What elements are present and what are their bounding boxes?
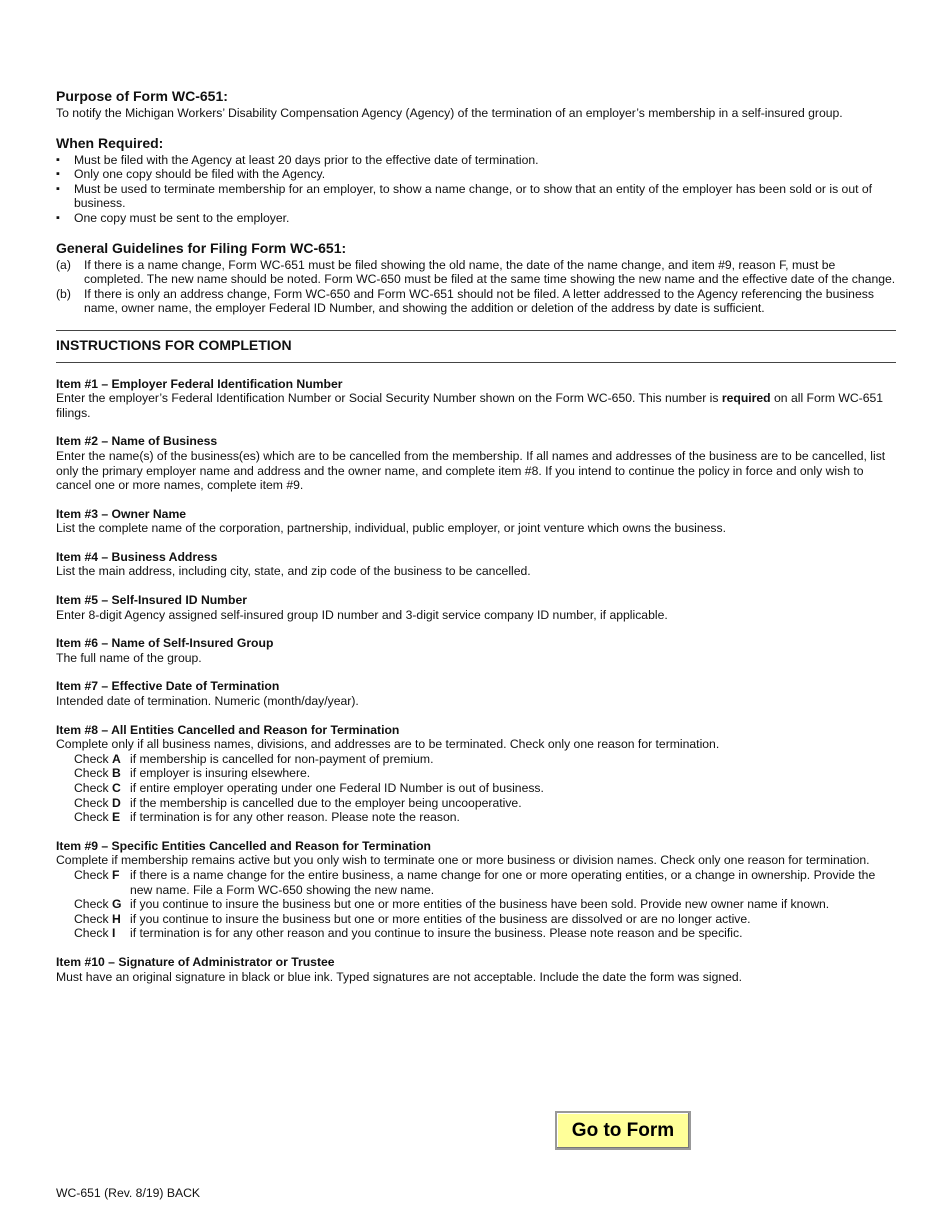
check-list (74, 868, 896, 941)
when-required-section (56, 135, 896, 226)
item-title: Item #8 – All Entities Cancelled and Reason for Termination (56, 722, 400, 737)
purpose-section (56, 88, 896, 121)
check-row (74, 766, 896, 781)
guideline-label: (a) (56, 257, 71, 272)
check-letter: D (111, 795, 121, 810)
check-text: if termination is for any other reason and you continue to insure the business. Please note reason and be specific. (130, 926, 743, 941)
check-letter: H (111, 911, 121, 926)
check-text: if the membership is cancelled due to the employer being uncooperative. (130, 795, 522, 810)
form-revision-footer: WC-651 (Rev. 8/19) BACK (56, 1186, 201, 1200)
check-text: if there is a name change for the entire business, a name change for one or more operating entities, or a change in ownership. Provide the new name. File a Form WC-650 showing the new name. (130, 867, 876, 897)
item-9 (56, 839, 896, 941)
check-word: Check (74, 781, 109, 795)
check-letter: G (111, 897, 122, 912)
check-row (74, 752, 896, 767)
item-4 (56, 550, 896, 579)
item-text: List the complete name of the corporation, partnership, individual, public employer, or joint venture which owns the business. (56, 521, 727, 536)
item-5 (56, 593, 896, 622)
item-title: Item #7 – Effective Date of Termination (56, 679, 280, 694)
item-text: The full name of the group. (56, 650, 202, 665)
check-text: if you continue to insure the business but one or more entities of the business are dissolved or are no longer active. (130, 911, 751, 926)
item-3 (56, 507, 896, 536)
check-row (74, 810, 896, 825)
item-title: Item #1 – Employer Federal Identification Number (56, 376, 343, 391)
item-2 (56, 434, 896, 492)
item-title: Item #5 – Self-Insured ID Number (56, 593, 247, 608)
instructions-page (56, 88, 896, 998)
instructions-heading: INSTRUCTIONS FOR COMPLETION (56, 336, 292, 353)
guideline-label: (b) (56, 286, 71, 301)
item-8 (56, 723, 896, 825)
item-title: Item #6 – Name of Self-Insured Group (56, 636, 274, 651)
item-title: Item #9 – Specific Entities Cancelled and Reason for Termination (56, 838, 431, 853)
item-title: Item #10 – Signature of Administrator or Trustee (56, 954, 335, 969)
check-text: if termination is for any other reason. Please note the reason. (130, 810, 460, 825)
check-text: if entire employer operating under one Federal ID Number is out of business. (130, 781, 544, 795)
check-row (74, 897, 896, 912)
check-letter: A (111, 751, 121, 766)
item-6 (56, 636, 896, 665)
item-1 (56, 377, 896, 421)
check-word: Check (74, 766, 109, 781)
check-letter: I (111, 926, 116, 941)
guideline-text: If there is a name change, Form WC-651 must be filed showing the old name, the date of the name change, and item #9, reason F, must be completed. The new name should be noted. Form WC-650 must be filed at the same time showing the new name and the effective date of the change. (84, 257, 896, 287)
item-title: Item #4 – Business Address (56, 549, 218, 564)
item-title: Item #2 – Name of Business (56, 434, 218, 449)
check-word: Check (74, 795, 109, 810)
check-word: Check (74, 751, 109, 766)
check-letter: F (111, 867, 120, 882)
item-text (56, 391, 896, 420)
check-text: if you continue to insure the business but one or more entities of the business have been sold. Provide new owner name if known. (130, 897, 830, 912)
check-text: if employer is insuring elsewhere. (130, 766, 311, 781)
item-text: Enter 8-digit Agency assigned self-insured group ID number and 3-digit service company ID number, if applicable. (56, 607, 668, 622)
when-required-list (56, 153, 896, 226)
guidelines-heading: General Guidelines for Filing Form WC-651: (56, 239, 347, 256)
list-item: ▪ Only one copy should be filed with the Agency. (56, 167, 896, 182)
purpose-heading: Purpose of Form WC-651: (56, 88, 228, 104)
list-item: ▪ Must be filed with the Agency at least 20 days prior to the effective date of termination. (56, 153, 896, 168)
go-to-form-button[interactable]: Go to Form (555, 1111, 691, 1150)
guidelines-section (56, 240, 896, 316)
check-word: Check (74, 810, 109, 825)
check-letter: B (111, 766, 121, 781)
item-text: List the main address, including city, state, and zip code of the business to be cancelled. (56, 564, 531, 579)
item-text-part: on all Form WC-651 filings. (56, 391, 884, 420)
instructions-banner (56, 330, 896, 363)
item-text: Complete only if all business names, divisions, and addresses are to be terminated. Check only one reason for termination. (56, 737, 720, 752)
list-item: ▪ One copy must be sent to the employer. (56, 211, 896, 226)
check-row (74, 926, 896, 941)
purpose-text: To notify the Michigan Workers’ Disability Compensation Agency (Agency) of the termination of an employer’s membership in a self-insured group. (56, 106, 843, 120)
guideline-text: If there is only an address change, Form WC-650 and Form WC-651 should not be filed. A letter addressed to the Agency referencing the business name, owner name, the employer Federal ID Number, and showing the addition or deletion of the address by date is sufficient. (84, 286, 874, 316)
item-text: Must have an original signature in black or blue ink. Typed signatures are not acceptable. Include the date the form was signed. (56, 969, 743, 984)
required-word: required (721, 391, 771, 406)
check-row (74, 912, 896, 927)
check-word: Check (74, 911, 109, 926)
item-text-part: Enter the employer’s Federal Identification Number or Social Security Number shown on the Form WC-650. This number is (56, 391, 722, 406)
check-row (74, 868, 896, 897)
guideline-a (56, 258, 896, 287)
check-letter: E (111, 810, 121, 825)
item-text: Enter the name(s) of the business(es) which are to be cancelled from the membership. If all names and addresses of the business are to be cancelled, list only the primary employer name and address and the owner name, and complete item #8. If you intend to continue the policy in force and only wish to cancel one or more names, complete item #9. (56, 448, 886, 493)
check-list (74, 752, 896, 825)
when-required-heading: When Required: (56, 134, 164, 151)
check-word: Check (74, 897, 109, 912)
check-text: if membership is cancelled for non-payment of premium. (130, 751, 434, 766)
check-word: Check (74, 926, 109, 941)
item-10 (56, 955, 896, 984)
check-word: Check (74, 867, 109, 882)
item-title: Item #3 – Owner Name (56, 506, 187, 521)
check-row (74, 781, 896, 796)
check-letter: C (111, 781, 121, 795)
guideline-b (56, 287, 896, 316)
item-text: Intended date of termination. Numeric (month/day/year). (56, 694, 359, 709)
item-7 (56, 679, 896, 708)
item-text: Complete if membership remains active but you only wish to terminate one or more business or division names. Check only one reason for termination. (56, 853, 870, 868)
check-row (74, 796, 896, 811)
list-item: ▪ Must be used to terminate membership for an employer, to show a name change, or to show that an entity of the employer has been sold or is out of business. (56, 182, 896, 211)
